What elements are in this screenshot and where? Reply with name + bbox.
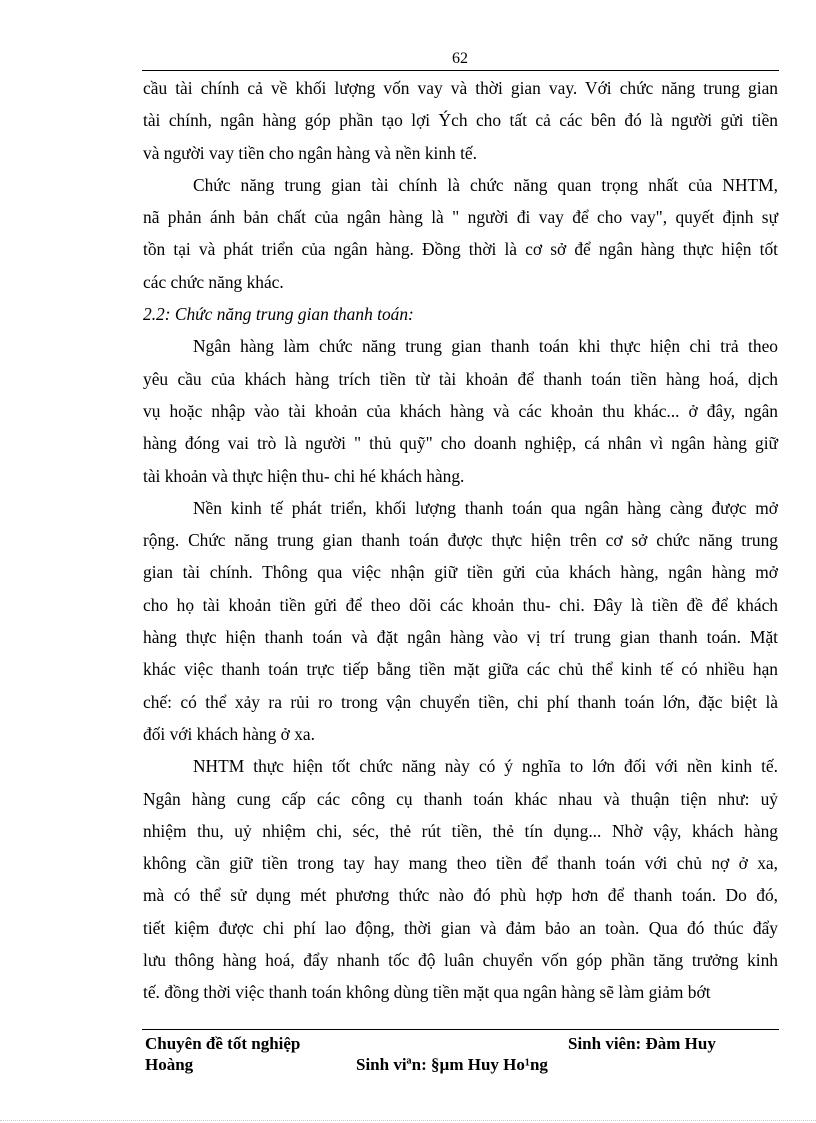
paragraph <box>143 492 778 750</box>
text-line: nã phản ánh bản chất của ngân hàng là " người đi vay để cho vay", quyết định sự <box>143 207 778 228</box>
text-line: đối với khách hàng ở xa. <box>143 723 315 744</box>
paragraph <box>143 169 778 298</box>
text-line: khác việc thanh toán trực tiếp bằng tiền mặt giữa các chủ thể kinh tế có nhiều hạn <box>143 659 778 680</box>
footer-student: Sinh viên: Đàm Huy <box>568 1034 716 1053</box>
text-line: hàng đóng vai trò là người " thủ quỹ" cho doanh nghiệp, cá nhân vì ngân hàng giữ <box>143 433 778 454</box>
text-line: Nền kinh tế phát triển, khối lượng thanh toán qua ngân hàng càng được mở <box>193 497 778 518</box>
text-line: gian tài chính. Thông qua việc nhận giữ tiền gửi của khách hàng, ngân hàng mở <box>143 562 778 583</box>
text-line: tồn tại và phát triển của ngân hàng. Đồng thời là cơ sở để ngân hàng thực hiện tốt <box>143 239 778 260</box>
text-line: không cần giữ tiền trong tay hay mang theo tiền để thanh toán với chủ nợ ở xa, <box>143 853 778 874</box>
text-line: NHTM thực hiện tốt chức năng này có ý nghĩa to lớn đối với nền kinh tế. <box>193 756 778 777</box>
text-line: chế: có thể xảy ra rủi ro trong vận chuyển tiền, chi phí thanh toán lớn, đặc biệt là <box>143 691 778 712</box>
text-line: Ngân hàng cung cấp các công cụ thanh toán khác nhau và thuận tiện như: uỷ <box>143 788 778 809</box>
text-line: cầu tài chính cả về khối lượng vốn vay và thời gian vay. Với chức năng trung gian <box>143 78 778 98</box>
paragraph <box>143 330 778 491</box>
text-line: và người vay tiền cho ngân hàng và nền kinh tế. <box>143 142 477 163</box>
text-line: rộng. Chức năng trung gian thanh toán được thực hiện trên cơ sở chức năng trung <box>143 530 778 551</box>
paragraph <box>143 72 778 169</box>
text-line: yêu cầu của khách hàng trích tiền từ tài khoản để thanh toán tiền hàng hoá, dịch <box>143 368 778 389</box>
text-line: cho họ tài khoản tiền gửi để theo dõi các khoản thu- chi. Đây là tiền đề để khách <box>143 594 778 615</box>
text-line: hàng thực hiện thanh toán và đặt ngân hàng vào vị trí trung gian thanh toán. Mặt <box>143 627 778 648</box>
text-line: các chức năng khác. <box>143 271 284 292</box>
text-line: Ngân hàng làm chức năng trung gian thanh toán khi thực hiện chi trả theo <box>193 336 778 357</box>
header-rule <box>142 70 779 71</box>
text-line: tài chính, ngân hàng góp phần tạo lợi Ých cho tất cả các bên đó là người gửi tiền <box>143 110 778 131</box>
page-number: 62 <box>452 50 468 67</box>
text-line: tế. đồng thời việc thanh toán không dùng tiền mặt qua ngân hàng sẽ làm giảm bớt <box>143 982 711 1003</box>
text-line: lưu thông hàng hoá, đẩy nhanh tốc độ luân chuyển vốn góp phần tăng trưởng kinh <box>143 950 778 971</box>
text-line: mà có thể sử dụng mét phương thức nào đó phù hợp hơn để thanh toán. Do đó, <box>143 885 778 906</box>
page-edge <box>0 1120 816 1121</box>
text-line: tiết kiệm được chi phí lao động, thời gian và đảm bảo an toàn. Qua đó thúc đẩy <box>143 917 778 938</box>
footer-rule <box>142 1029 779 1030</box>
paragraph <box>143 750 778 1008</box>
footer-title: Chuyên đề tốt nghiệp <box>145 1034 301 1053</box>
document-body <box>143 72 778 1009</box>
text-line: 2.2: Chức năng trung gian thanh toán: <box>143 304 414 325</box>
text-line: nhiệm thu, uỷ nhiệm chi, séc, thẻ rút tiền, thẻ tín dụng... Nhờ vậy, khách hàng <box>143 820 778 841</box>
footer-student-name-cont: Hoàng <box>145 1055 194 1074</box>
text-line: Chức năng trung gian tài chính là chức năng quan trọng nhất của NHTM, <box>193 174 778 195</box>
text-line: vụ hoặc nhập vào tài khoản của khách hàng và các khoản thu khác... ở đây, ngân <box>143 400 778 421</box>
text-line: tài khoản và thực hiện thu- chi hé khách hàng. <box>143 465 465 486</box>
footer-student-garbled: Sinh viªn: §µm Huy Ho¹ng <box>356 1055 548 1074</box>
section-heading <box>143 298 778 330</box>
